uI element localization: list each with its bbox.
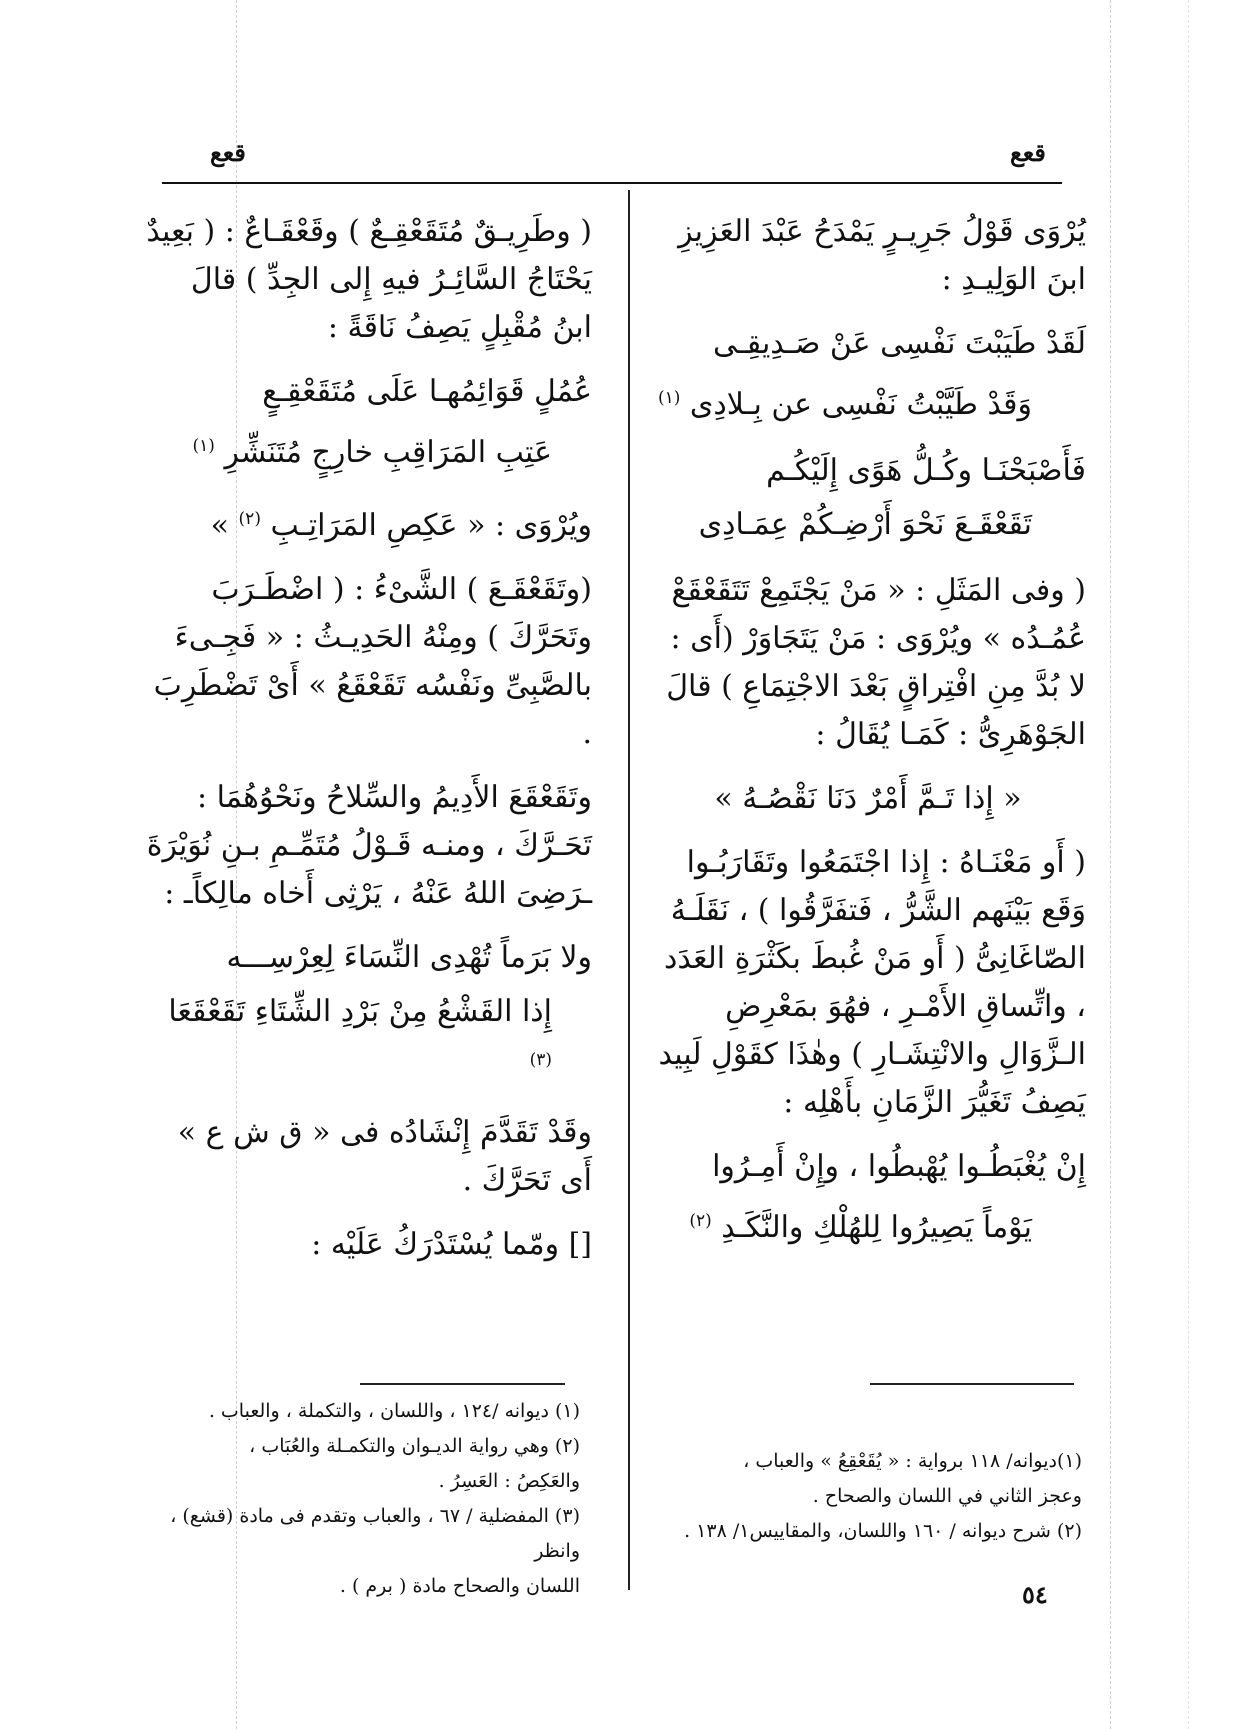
verse-line bbox=[650, 1197, 1086, 1252]
footnote-rule-right bbox=[870, 1383, 1074, 1385]
running-header-right: قعع bbox=[1010, 138, 1046, 167]
scan-artifact-line bbox=[1110, 0, 1111, 1729]
right-column bbox=[650, 208, 1086, 1270]
footnote-rule-left bbox=[360, 1383, 565, 1385]
verse-line bbox=[142, 988, 592, 1091]
verse-text: إِذا القَشْعُ مِنْ بَرْدِ الشِّتَاءِ تَقَعْقَعَا bbox=[168, 994, 552, 1029]
quote-close: » bbox=[210, 508, 229, 543]
footnote-ref: (٣) bbox=[529, 1050, 552, 1070]
footnote: اللسان والصحاح مادة ( برم ) . bbox=[339, 1575, 580, 1597]
verse-line: تَقَعْقَـعَ نَحْوَ أَرْضِـكُمْ عِمَـادِى bbox=[698, 507, 1032, 542]
footnote: (٢) وهي رواية الديـوان والتكمـلة والعُبَاب ، bbox=[249, 1435, 580, 1457]
footnote: (٣) المفضلية / ٦٧ ، والعباب وتقدم فى مادة (قشع) ، وانظر bbox=[170, 1505, 580, 1562]
left-column bbox=[142, 208, 592, 1285]
footnote: والعَكِصُ : العَسِرُ . bbox=[438, 1470, 580, 1492]
paragraph: (وتَقَعْقَـعَ ) الشَّىْءُ : ( اضْطَـرَبَ وتَحَرَّكَ ) ومِنْهُ الحَدِيـثُ : « فَجِـىءَ بالصَّبِىِّ ونَفْسُه تَقَعْقَعُ » أَىْ تَضْطَرِبَ . bbox=[153, 572, 592, 751]
verse-text: يَوْماً يَصِيرُوا لِلهُلْكِ والنَّكَـدِ bbox=[721, 1210, 1032, 1245]
footnote: (١) ديوانه /١٢٤ ، واللسان ، والتكملة ، والعباب . bbox=[208, 1400, 580, 1422]
verse-line: فَأَصْبَحْنَـا وكُـلُّ هَوًى إِلَيْكُـم bbox=[766, 453, 1086, 488]
running-header-left: قعع bbox=[210, 138, 246, 167]
paragraph: [] ومّما يُسْتَدْرَكُ عَلَيْه : bbox=[311, 1227, 592, 1262]
paragraph: ( وفى المَثَلِ : « مَنْ يَجْتَمِعْ تَتَقَعْقَعْ عُمُـدُه » ويُرْوَى : مَنْ يَتَجَاوَرْ (أَى : لا بُدَّ مِنِ افْتِراقٍ بَعْدَ الاجْتِمَاعِ ) قالَ الجَوْهَرِىُّ : كَمَـا يُقَالُ : bbox=[666, 573, 1086, 752]
page-number: ٥٤ bbox=[1022, 1580, 1048, 1609]
paragraph: ( أَو مَعْنَـاهُ : إِذا اجْتَمَعُوا وتَقَارَبُـوا وَقَع بَيْنَهم الشَّرُّ ، فَتفَرَّقُوا ) ، نَقَلَـهُ الصّاغَانِىُّ ( أَو مَنْ غُبطَ بكَثْرَةِ العَدَد ، واتِّساقِ الأَمْـرِ ، فهُوَ بمَعْرِضِ الـزَّوَالِ والانْتِشَـارِ ) وهٰذَا كقَوْلِ لَبِيد يَصِفُ تَغَيُّرَ الزَّمَانِ بأَهْلِه : bbox=[658, 845, 1086, 1120]
verse-line: لَقَدْ طَيَبْتَ نَفْسِى عَنْ صَـدِيقِـى bbox=[712, 326, 1086, 361]
proverb-quote: « إِذا تَـمَّ أَمْرٌ دَنَا نَقْصُـهُ » bbox=[714, 781, 1022, 816]
verse-line bbox=[142, 422, 592, 477]
footnotes-right bbox=[650, 1444, 1082, 1549]
footnote-ref: (٢) bbox=[689, 1211, 712, 1231]
footnote: (٢) شرح ديوانه / ١٦٠ واللسان، والمقاييس١/ ١٣٨ . bbox=[684, 1520, 1082, 1542]
variant-text: ويُرْوَى : « عَكِصِ المَرَاتِـبِ bbox=[270, 508, 592, 543]
header-rule bbox=[162, 182, 1062, 184]
verse-line: عُمُلٍ قَوَائِمُهـا عَلَى مُتَقَعْقِـعٍ bbox=[262, 374, 592, 409]
footnote: وعجز الثاني في اللسان والصحاح . bbox=[812, 1485, 1082, 1507]
paragraph: وقَدْ تَقَدَّمَ إِنْشَادُه فى « ق ش ع » أَى تَحَرَّكَ . bbox=[177, 1115, 592, 1198]
footnote-ref: (٢) bbox=[238, 509, 261, 529]
verse-text: وَقَدْ طَيَّبْتُ نَفْسِى عن بِـلادِى bbox=[689, 387, 1032, 422]
footnote: (١)ديوانه/ ١١٨ برواية : « يُقَعْقِعُ » والعباب ، bbox=[743, 1450, 1082, 1472]
paragraph: وتَقَعْقَعَ الأَدِيمُ والسِّلاحُ ونَحْوُهُمَا : تَحَـرَّكَ ، ومنـه قَـوْلُ مُتَمِّـمِ بـنِ نُوَيْرَةَ ـرَضِىَ اللهُ عَنْهُ ، يَرْثِى أَخاه مالِكاًـ : bbox=[146, 780, 592, 911]
verse-text: عَتِبِ المَرَاقِبِ خارِجٍ مُتَنَشِّرِ bbox=[224, 435, 552, 470]
paragraph: ( وطَرِيـقٌ مُتَقَعْقِـعٌ ) وقَعْقَـاعٌ : ( بَعِيدٌ يَحْتَاجُ السَّائِـرُ فيهِ إِلى الجِدِّ ) قالَ ابنُ مُقْبِلٍ يَصِفُ نَاقَةً : bbox=[146, 214, 592, 345]
paragraph bbox=[142, 495, 592, 550]
footnotes-left bbox=[142, 1394, 580, 1604]
paragraph: يُرْوَى قَوْلُ جَرِيـرٍ يَمْدَحُ عَبْدَ العَزِيزِ ابنَ الوَلِيـدِ : bbox=[678, 214, 1086, 297]
scan-artifact-line bbox=[1188, 0, 1189, 1729]
column-divider bbox=[628, 190, 630, 1590]
verse-line: إِنْ يُغْبَطُـوا يُهْبطُوا ، وإِنْ أَمِـرُوا bbox=[712, 1149, 1086, 1184]
footnote-ref: (١) bbox=[192, 436, 215, 456]
verse-line: ولا بَرَماً تُهْدِى النِّسَاءَ لِعِرْسِـــه bbox=[226, 940, 592, 975]
verse-line bbox=[650, 374, 1086, 429]
footnote-ref: (١) bbox=[657, 388, 681, 408]
